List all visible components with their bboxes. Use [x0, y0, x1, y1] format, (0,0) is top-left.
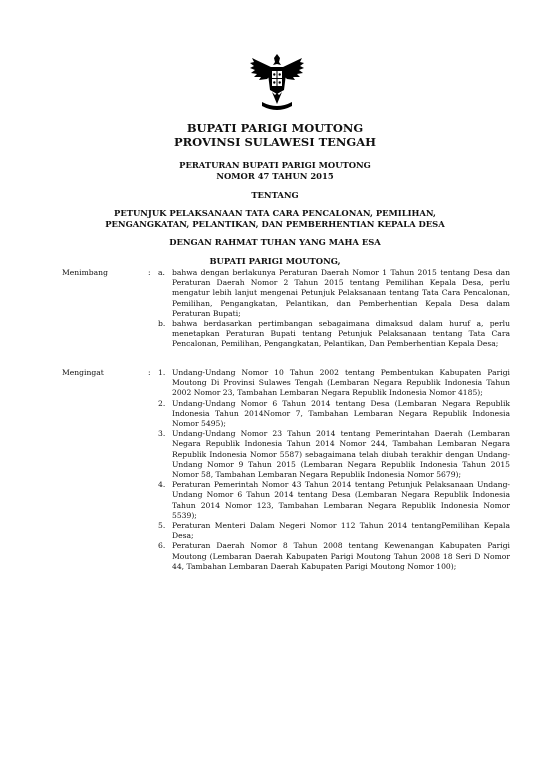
heading-line-2: PROVINSI SULAWESI TENGAH: [173, 135, 377, 149]
mengingat-section: [62, 368, 510, 572]
subject-line-1: PETUNJUK PELAKSANAAN TATA CARA PENCALONAN, PEMILIHAN,: [114, 208, 436, 218]
tentang-label: TENTANG: [251, 190, 299, 200]
list-item: [158, 399, 510, 430]
list-item: [158, 480, 510, 521]
heading-line-1: BUPATI PARIGI MOUTONG: [186, 121, 364, 135]
item-marker: 3.: [158, 429, 166, 439]
item-text: Peraturan Daerah Nomor 8 Tahun 2008 tentang Kewenangan Kabupaten Parigi Moutong (Lembaran Daerah Kabupaten Parigi Moutong Tahun 2008 18 Seri D Nomor 44, Tambahan Lembaran Daerah Kabupaten Parigi Moutong Nomor 100);: [172, 541, 510, 571]
item-marker: 6.: [158, 541, 166, 551]
item-text: Undang-Undang Nomor 10 Tahun 2002 tentang Pembentukan Kabupaten Parigi Moutong Di Provinsi Sulawes Tengah (Lembaran Negara Republik Indonesia Tahun 2002 Nomor 23, Tambahan Lembaran Negara Republik Indonesia Nomor 4185);: [172, 368, 510, 398]
regulation-title: PERATURAN BUPATI PARIGI MOUTONG: [179, 160, 371, 170]
menimbang-colon: :: [148, 268, 151, 277]
item-marker: 2.: [158, 398, 166, 408]
regulation-number: NOMOR 47 TAHUN 2015: [216, 171, 334, 181]
item-marker: 5.: [158, 521, 166, 531]
list-item: [158, 368, 510, 399]
item-text: Peraturan Pemerintah Nomor 43 Tahun 2014 tentang Petunjuk Pelaksanaan Undang-Undang Nomor 6 Tahun 2014 tentang Desa (Lembaran Negara Republik Indonesia Tahun 2014 Nomor 123, Tambahan Lembaran Negara Republik Indonesia Nomor 5539);: [172, 480, 510, 520]
mengingat-label: Mengingat: [62, 368, 104, 377]
item-marker: a.: [158, 268, 165, 277]
subject-line-2: PENGANGKATAN, PELANTIKAN, DAN PEMBERHENTIAN KEPALA DESA: [105, 219, 445, 229]
list-item: [158, 521, 510, 541]
list-item: [158, 319, 510, 350]
list-item: [158, 268, 510, 319]
item-text: Undang-Undang Nomor 6 Tahun 2014 tentang Desa (Lembaran Negara Republik Indonesia Tahun 2014Nomor 7, Tambahan Lembaran Negara Republik Indonesia Nomor 5495);: [172, 398, 510, 429]
item-text: bahwa dengan berlakunya Peraturan Daerah Nomor 1 Tahun 2015 tentang Desa dan Peraturan Daerah Nomor 2 Tahun 2015 tentang Pemilihan Kepala Desa, perlu mengatur lebih lanjut mengenai Petunjuk Pelaksanaan tentang Tata Cara Pencalonan, Pemilihan, Pengangkatan, Pelantikan, dan Pemberhentian Kepala Desa dalam Peraturan Bupati;: [172, 268, 510, 318]
item-marker: b.: [158, 319, 166, 329]
list-item: [158, 541, 510, 572]
garuda-emblem-icon: [248, 52, 306, 114]
list-item: [158, 429, 510, 480]
mengingat-colon: :: [148, 368, 151, 377]
menimbang-section: [62, 268, 510, 350]
item-marker: 1.: [158, 368, 166, 377]
rahmat-line: DENGAN RAHMAT TUHAN YANG MAHA ESA: [169, 237, 381, 247]
menimbang-label: Menimbang: [62, 268, 108, 277]
item-text: bahwa berdasarkan pertimbangan sebagaimana dimaksud dalam huruf a, perlu menetapkan Peraturan Bupati tentang Petunjuk Pelaksanaan tentang Tata Cara Pencalonan, Pemilihan, Pengangkatan, Pelantikan, Dan Pemberhentian Kepala Desa;: [172, 319, 510, 349]
item-text: Peraturan Menteri Dalam Negeri Nomor 112 Tahun 2014 tentangPemilihan Kepala Desa;: [172, 521, 510, 541]
item-marker: 4.: [158, 480, 166, 490]
item-text: Undang-Undang Nomor 23 Tahun 2014 tentang Pemerintahan Daerah (Lembaran Negara Republik Indonesia Tahun 2014 Nomor 244, Tambahan Lembaran Negara Republik Indonesia Nomor 5587) sebagaimana telah diubah terakhir dengan Undang-Undang Nomor 9 Tahun 2015 (Lembaran Negara Republik Indonesia Tahun 2015 Nomor 58, Tambahan Lembaran Negara Republik Indonesia Nomor 5679);: [172, 429, 510, 480]
bupati-line: BUPATI PARIGI MOUTONG,: [209, 256, 341, 266]
